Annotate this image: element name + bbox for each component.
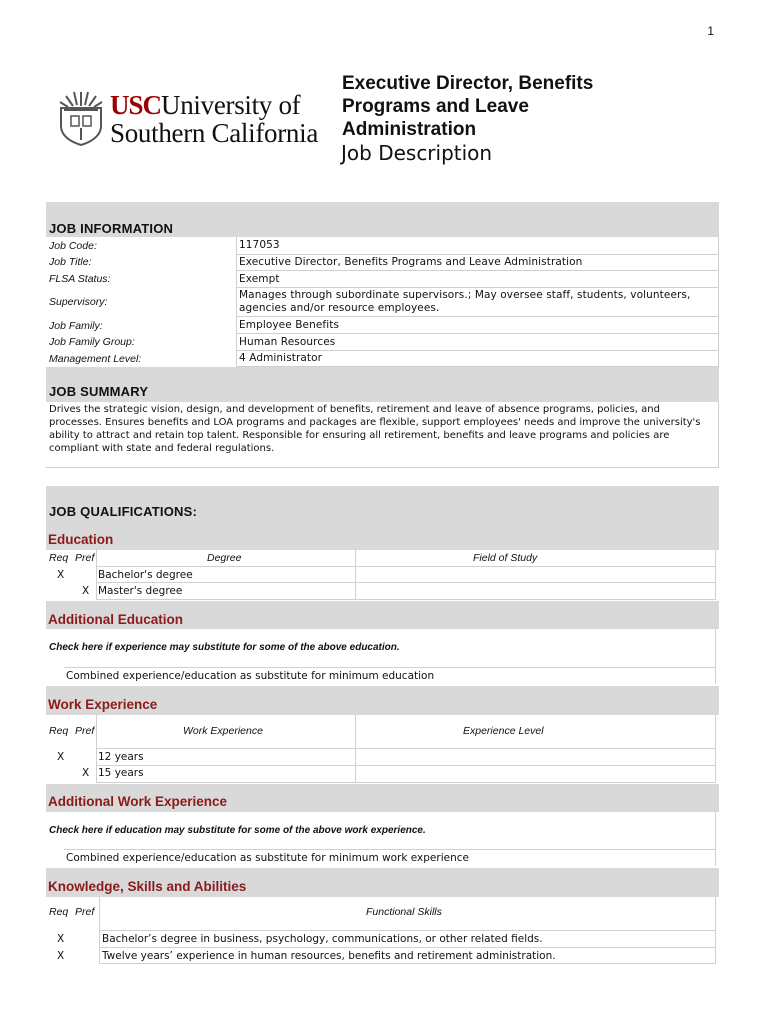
work-row1-req: X: [57, 751, 65, 763]
ksa-pref-header: Pref: [75, 906, 95, 918]
additional-education-text: Combined experience/education as substitute for minimum education: [66, 670, 435, 682]
logo-line1: University of: [161, 90, 301, 120]
work-level-header: Experience Level: [463, 725, 544, 737]
job-summary-heading: JOB SUMMARY: [49, 384, 149, 399]
job-family-label: Job Family:: [49, 320, 103, 332]
job-family-value: Employee Benefits: [239, 319, 340, 331]
usc-seal-icon: [58, 90, 104, 146]
job-description-subtitle: Job Description: [341, 141, 493, 165]
additional-work-heading: Additional Work Experience: [48, 794, 228, 809]
management-level-value: 4 Administrator: [239, 352, 323, 364]
additional-education-note: Check here if experience may substitute for some of the above education.: [49, 642, 400, 653]
education-pref-header: Pref: [75, 552, 95, 564]
ksa-req-header: Req: [49, 906, 69, 918]
job-title-heading: Executive Director, Benefits Programs and Leave Administration: [342, 73, 594, 140]
job-family-group-label: Job Family Group:: [49, 336, 135, 348]
work-pref-header: Pref: [75, 725, 95, 737]
work-req-header: Req: [49, 725, 69, 737]
education-row2-pref: X: [82, 585, 90, 597]
logo-line2: Southern California: [110, 118, 319, 148]
education-row2-degree: Master's degree: [98, 585, 183, 597]
ksa-heading: Knowledge, Skills and Abilities: [48, 879, 247, 894]
education-heading: Education: [48, 532, 114, 547]
education-row1-degree: Bachelor's degree: [98, 569, 193, 581]
ksa-row2-req: X: [57, 950, 65, 962]
management-level-label: Management Level:: [49, 353, 142, 365]
supervisory-value: Manages through subordinate supervisors.; May oversee staff, students, volunteers, agencies and/or resource employees.: [239, 289, 691, 314]
ksa-row1-text: Bachelor’s degree in business, psychology, communications, or other related fields.: [102, 933, 543, 945]
additional-work-note: Check here if education may substitute for some of the above work experience.: [49, 825, 426, 836]
job-title-value: Executive Director, Benefits Programs and Leave Administration: [239, 256, 583, 268]
education-field-header: Field of Study: [473, 552, 538, 564]
job-qualifications-heading: JOB QUALIFICATIONS:: [49, 504, 197, 519]
ksa-skills-header: Functional Skills: [366, 906, 442, 918]
logo-usc: USC: [110, 90, 162, 120]
work-row2-value: 15 years: [98, 767, 144, 779]
education-req-header: Req: [49, 552, 69, 564]
education-row1-req: X: [57, 569, 65, 581]
job-title-label: Job Title:: [49, 256, 92, 268]
page-number: 1: [707, 24, 714, 38]
work-experience-header: Work Experience: [183, 725, 263, 737]
job-summary-text: Drives the strategic vision, design, and development of benefits, retirement and leave of absence programs, policies, and processes. Ensures benefits and LOA programs and packages are flexible, support employees' needs and improve the university's ability to attract and retain top talent. Responsible for ensuring all retirement, benefits and leave programs and policies are compliant with state and federal regulations.: [49, 404, 701, 454]
flsa-status-value: Exempt: [239, 273, 280, 285]
usc-logo: [58, 90, 328, 148]
work-row2-pref: X: [82, 767, 90, 779]
additional-work-text: Combined experience/education as substitute for minimum work experience: [66, 852, 469, 864]
job-family-group-value: Human Resources: [239, 336, 336, 348]
job-information-heading: JOB INFORMATION: [49, 221, 174, 236]
supervisory-label: Supervisory:: [49, 296, 108, 308]
job-code-label: Job Code:: [49, 240, 97, 252]
flsa-status-label: FLSA Status:: [49, 273, 111, 285]
job-code-value: 117053: [239, 239, 280, 251]
ksa-row1-req: X: [57, 933, 65, 945]
education-degree-header: Degree: [207, 552, 242, 564]
additional-education-heading: Additional Education: [48, 612, 183, 627]
work-experience-heading: Work Experience: [48, 697, 158, 712]
work-row1-value: 12 years: [98, 751, 144, 763]
education-band: [46, 521, 719, 550]
ksa-row2-text: Twelve years’ experience in human resources, benefits and retirement administration.: [102, 950, 556, 962]
